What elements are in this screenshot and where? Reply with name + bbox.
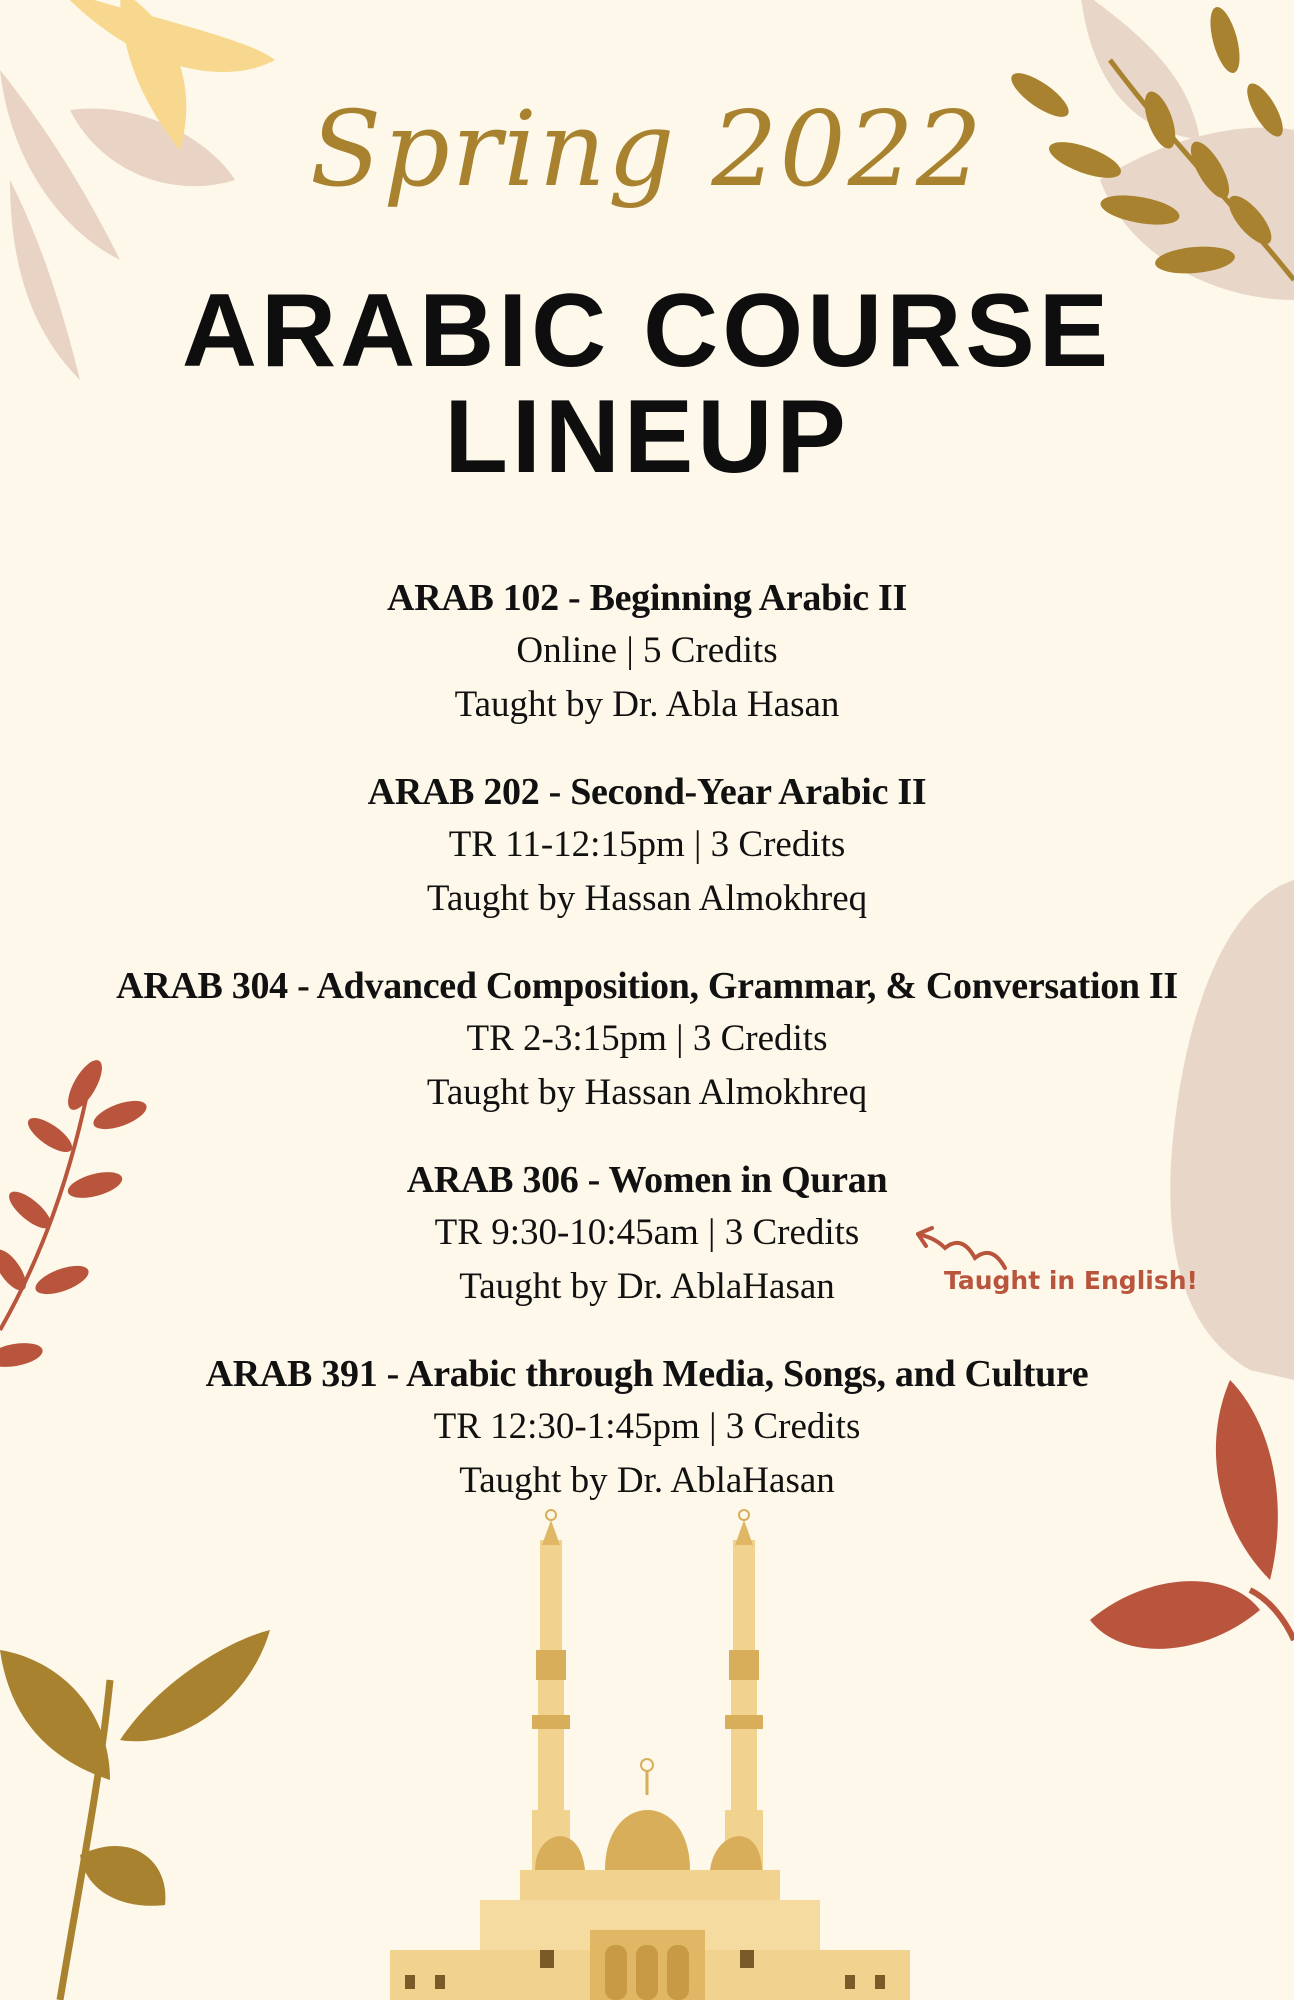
course-instructor: Taught by Hassan Almokhreq (426, 878, 868, 919)
course-instructor: Taught by Dr. Abla Hasan (454, 684, 840, 725)
course-schedule: Online | 5 Credits (516, 630, 778, 671)
course-instructor: Taught by Dr. AblaHasan (459, 1266, 835, 1307)
course-schedule: TR 11-12:15pm | 3 Credits (448, 824, 846, 865)
course-title: ARAB 202 - Second-Year Arabic II (367, 771, 927, 813)
course-item (60, 766, 1234, 926)
course-list (60, 572, 1234, 1542)
course-item (60, 1348, 1234, 1508)
course-schedule: TR 2-3:15pm | 3 Credits (466, 1018, 828, 1059)
course-schedule: TR 9:30-10:45am | 3 Credits (434, 1212, 860, 1253)
season-heading: Spring 2022 (309, 88, 985, 210)
course-title: ARAB 306 - Women in Quran (406, 1159, 888, 1201)
course-item (60, 572, 1234, 732)
course-title: ARAB 391 - Arabic through Media, Songs, and Culture (205, 1353, 1089, 1395)
course-title: ARAB 102 - Beginning Arabic II (387, 577, 907, 619)
course-schedule: TR 12:30-1:45pm | 3 Credits (433, 1406, 861, 1447)
title-line-2: LINEUP (444, 379, 850, 495)
title-line-1: ARABIC COURSE (181, 273, 1113, 389)
course-title: ARAB 304 - Advanced Composition, Grammar, & Conversation II (116, 965, 1178, 1007)
page-title (0, 273, 1294, 495)
course-instructor: Taught by Hassan Almokhreq (426, 1072, 868, 1113)
english-note: Taught in English! (944, 1266, 1198, 1295)
course-item (60, 960, 1234, 1120)
course-instructor: Taught by Dr. AblaHasan (459, 1460, 835, 1501)
